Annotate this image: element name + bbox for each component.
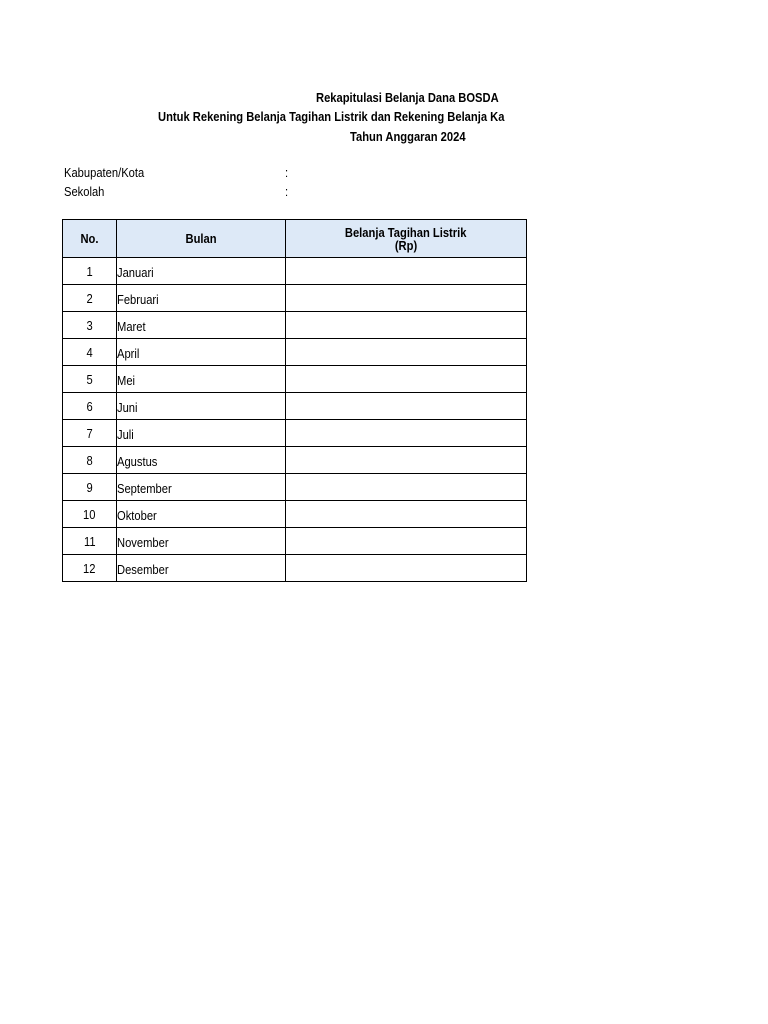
table-row — [63, 258, 527, 285]
electricity-amount-cell[interactable] — [286, 420, 527, 447]
electricity-amount-cell[interactable] — [286, 285, 527, 312]
report-year: Tahun Anggaran 2024 — [350, 129, 466, 144]
table-header-row — [63, 220, 527, 258]
table-row — [63, 420, 527, 447]
row-number-cell[interactable]: 3 — [63, 312, 117, 339]
report-subtitle: Untuk Rekening Belanja Tagihan Listrik dan Rekening Belanja Ka — [158, 109, 505, 124]
title-area — [0, 0, 526, 160]
month-cell[interactable]: Juni — [117, 393, 286, 420]
row-number-cell[interactable]: 4 — [63, 339, 117, 366]
header-belanja-line2: (Rp) — [394, 237, 418, 253]
month-cell[interactable]: April — [117, 339, 286, 366]
month-cell[interactable]: Februari — [117, 285, 286, 312]
row-number-cell[interactable]: 12 — [63, 555, 117, 582]
header-belanja — [286, 220, 527, 258]
sekolah-separator: : — [285, 184, 289, 199]
table-row — [63, 339, 527, 366]
row-number-cell[interactable]: 11 — [63, 528, 117, 555]
electricity-amount-cell[interactable] — [286, 528, 527, 555]
month-cell[interactable]: Juli — [117, 420, 286, 447]
sekolah-label: Sekolah — [64, 184, 105, 199]
electricity-amount-cell[interactable] — [286, 393, 527, 420]
table-row — [63, 312, 527, 339]
month-cell[interactable]: November — [117, 528, 286, 555]
table-row — [63, 366, 527, 393]
report-title: Rekapitulasi Belanja Dana BOSDA — [316, 90, 499, 105]
month-cell[interactable]: Desember — [117, 555, 286, 582]
electricity-amount-cell[interactable] — [286, 258, 527, 285]
row-number-cell[interactable]: 8 — [63, 447, 117, 474]
header-no: No. — [63, 220, 117, 258]
row-number-cell[interactable]: 2 — [63, 285, 117, 312]
kabupaten-separator: : — [285, 165, 289, 180]
month-cell[interactable]: Maret — [117, 312, 286, 339]
row-number-cell[interactable]: 7 — [63, 420, 117, 447]
month-cell[interactable]: Januari — [117, 258, 286, 285]
electricity-amount-cell[interactable] — [286, 312, 527, 339]
electricity-amount-cell[interactable] — [286, 366, 527, 393]
electricity-amount-cell[interactable] — [286, 474, 527, 501]
table-row — [63, 393, 527, 420]
month-cell[interactable]: Mei — [117, 366, 286, 393]
table-row — [63, 474, 527, 501]
month-cell[interactable]: Agustus — [117, 447, 286, 474]
table-row — [63, 555, 527, 582]
electricity-amount-cell[interactable] — [286, 339, 527, 366]
month-cell[interactable]: Oktober — [117, 501, 286, 528]
row-number-cell[interactable]: 10 — [63, 501, 117, 528]
electricity-amount-cell[interactable] — [286, 555, 527, 582]
row-number-cell[interactable]: 6 — [63, 393, 117, 420]
kabupaten-label: Kabupaten/Kota — [64, 165, 145, 180]
electricity-amount-cell[interactable] — [286, 447, 527, 474]
row-number-cell[interactable]: 1 — [63, 258, 117, 285]
header-bulan: Bulan — [117, 220, 286, 258]
recap-table — [62, 219, 527, 582]
row-number-cell[interactable]: 5 — [63, 366, 117, 393]
row-number-cell[interactable]: 9 — [63, 474, 117, 501]
month-cell[interactable]: September — [117, 474, 286, 501]
header-belanja-line1: Belanja Tagihan Listrik — [345, 224, 467, 240]
table-row — [63, 285, 527, 312]
electricity-amount-cell[interactable] — [286, 501, 527, 528]
table-row — [63, 501, 527, 528]
table-row — [63, 447, 527, 474]
table-row — [63, 528, 527, 555]
